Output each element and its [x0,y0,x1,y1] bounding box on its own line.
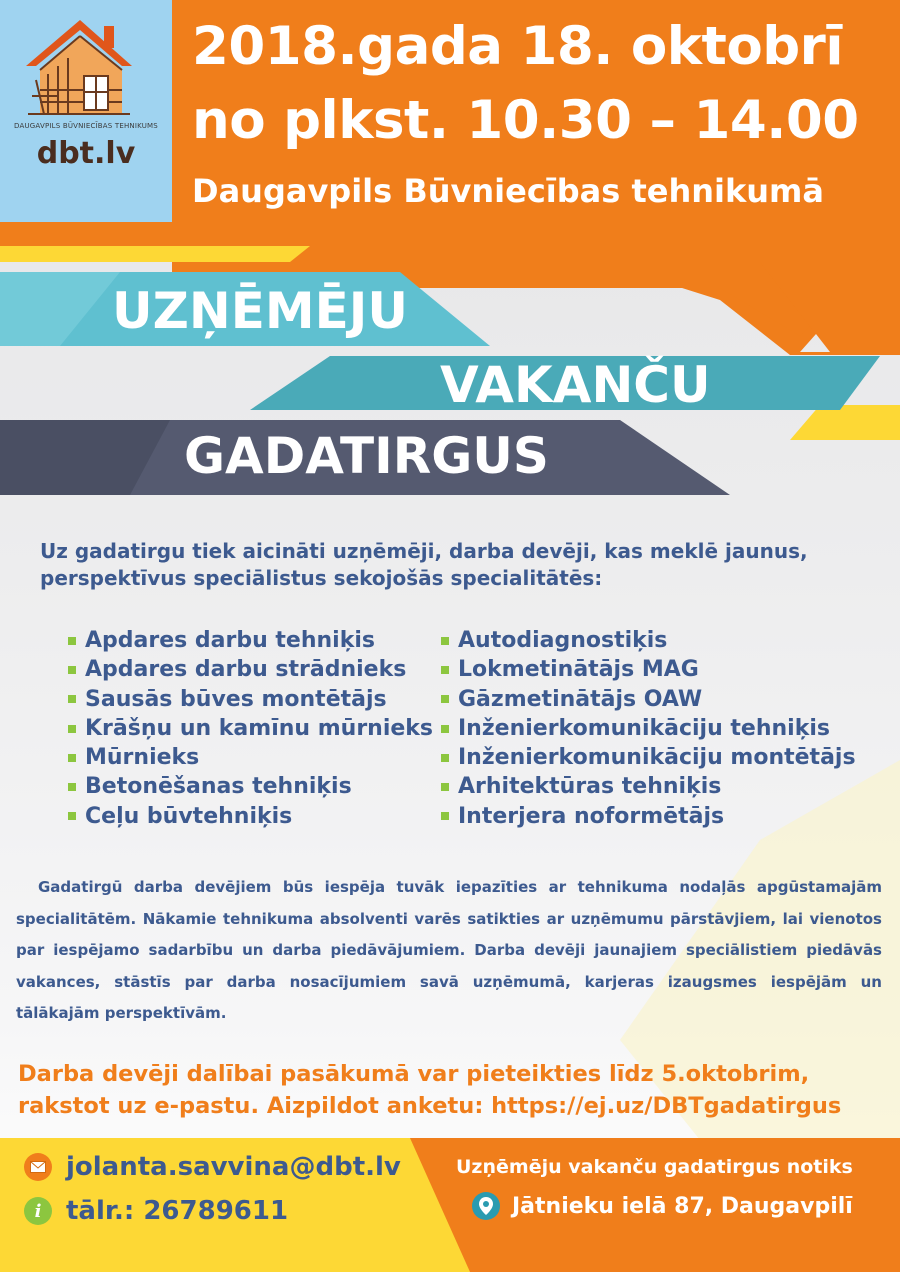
list-item: Inženierkomunikāciju montētājs [441,743,856,772]
list-item: Apdares darbu strādnieks [68,655,433,684]
specialties-list-right [441,626,856,831]
envelope-icon [24,1153,52,1181]
list-item: Apdares darbu tehniķis [68,626,433,655]
bullet-icon [441,754,449,762]
description-paragraph: Gadatirgū darba devējiem būs iespēja tuvāk iepazīties ar tehnikuma nodaļās apgūstamajām specialitātēm. Nākamie tehnikuma absolventi varēs satikties ar uzņēmumu pārstāvjiem, lai vienotos par iespējamo sadarbību un darba piedāvājumiem. Darba devēji jaunajiem speciālistiem piedāvās vakances, stāstīs par darba nosacījumiem savā uzņēmumā, karjeras izaugsmes iespējām un tālākajām perspektīvām. [16,878,882,1022]
bullet-icon [441,725,449,733]
list-item: Lokmetinātājs MAG [441,655,856,684]
registration-line-2: rakstot uz e-pastu. Aizpildot anketu: https://ej.uz/DBTgadatirgus [18,1093,842,1119]
bullet-icon [441,783,449,791]
bullet-icon [441,812,449,820]
email-contact[interactable] [24,1152,401,1182]
bullet-icon [68,725,76,733]
location-notice: Uzņēmēju vakanču gadatirgus notiks [456,1156,853,1178]
email-address[interactable]: jolanta.savvina@dbt.lv [66,1152,401,1182]
list-item: Inženierkomunikāciju tehniķis [441,714,856,743]
address [472,1192,853,1220]
bullet-icon [68,783,76,791]
list-item: Krāšņu un kamīnu mūrnieks [68,714,433,743]
phone-number: tālr.: 26789611 [66,1196,289,1226]
list-item: Betonēšanas tehniķis [68,772,433,801]
intro-text: Uz gadatirgu tiek aicināti uzņēmēji, darba devēji, kas meklē jaunus, perspektīvus speciālistus sekojošās specialitātēs: [40,539,808,590]
phone-contact [24,1196,288,1226]
banner-word-3: GADATIRGUS [184,427,549,485]
bullet-icon [68,666,76,674]
list-item: Arhitektūras tehniķis [441,772,856,801]
info-icon: i [24,1197,52,1225]
specialties-list-left [68,626,433,831]
address-text: Jātnieku ielā 87, Daugavpilī [512,1193,853,1219]
list-item: Sausās būves montētājs [68,685,433,714]
list-item: Interjera noformētājs [441,802,856,831]
registration-note [18,1058,888,1122]
event-time: no plkst. 10.30 – 14.00 [192,90,859,151]
map-pin-icon [472,1192,500,1220]
banner-word-2: VAKANČU [440,356,711,414]
logo-text: dbt.lv [36,136,136,171]
bullet-icon [68,754,76,762]
bullet-icon [68,637,76,645]
banner-word-1: UZŅĒMĒJU [112,282,408,340]
bullet-icon [441,637,449,645]
list-item: Autodiagnostiķis [441,626,856,655]
bullet-icon [68,812,76,820]
bullet-icon [441,695,449,703]
house-logo-icon [18,14,138,122]
logo-subtitle: DAUGAVPILS BŪVNIECĪBAS TEHNIKUMS [14,122,158,130]
registration-line-1: Darba devēji dalībai pasākumā var pieteikties līdz 5.oktobrim, [18,1061,810,1087]
logo-panel [0,0,172,222]
event-date: 2018.gada 18. oktobrī [192,16,843,77]
bullet-icon [68,695,76,703]
list-item: Mūrnieks [68,743,433,772]
list-item: Gāzmetinātājs OAW [441,685,856,714]
list-item: Ceļu būvtehniķis [68,802,433,831]
bullet-icon [441,666,449,674]
event-venue: Daugavpils Būvniecības tehnikumā [192,172,824,210]
